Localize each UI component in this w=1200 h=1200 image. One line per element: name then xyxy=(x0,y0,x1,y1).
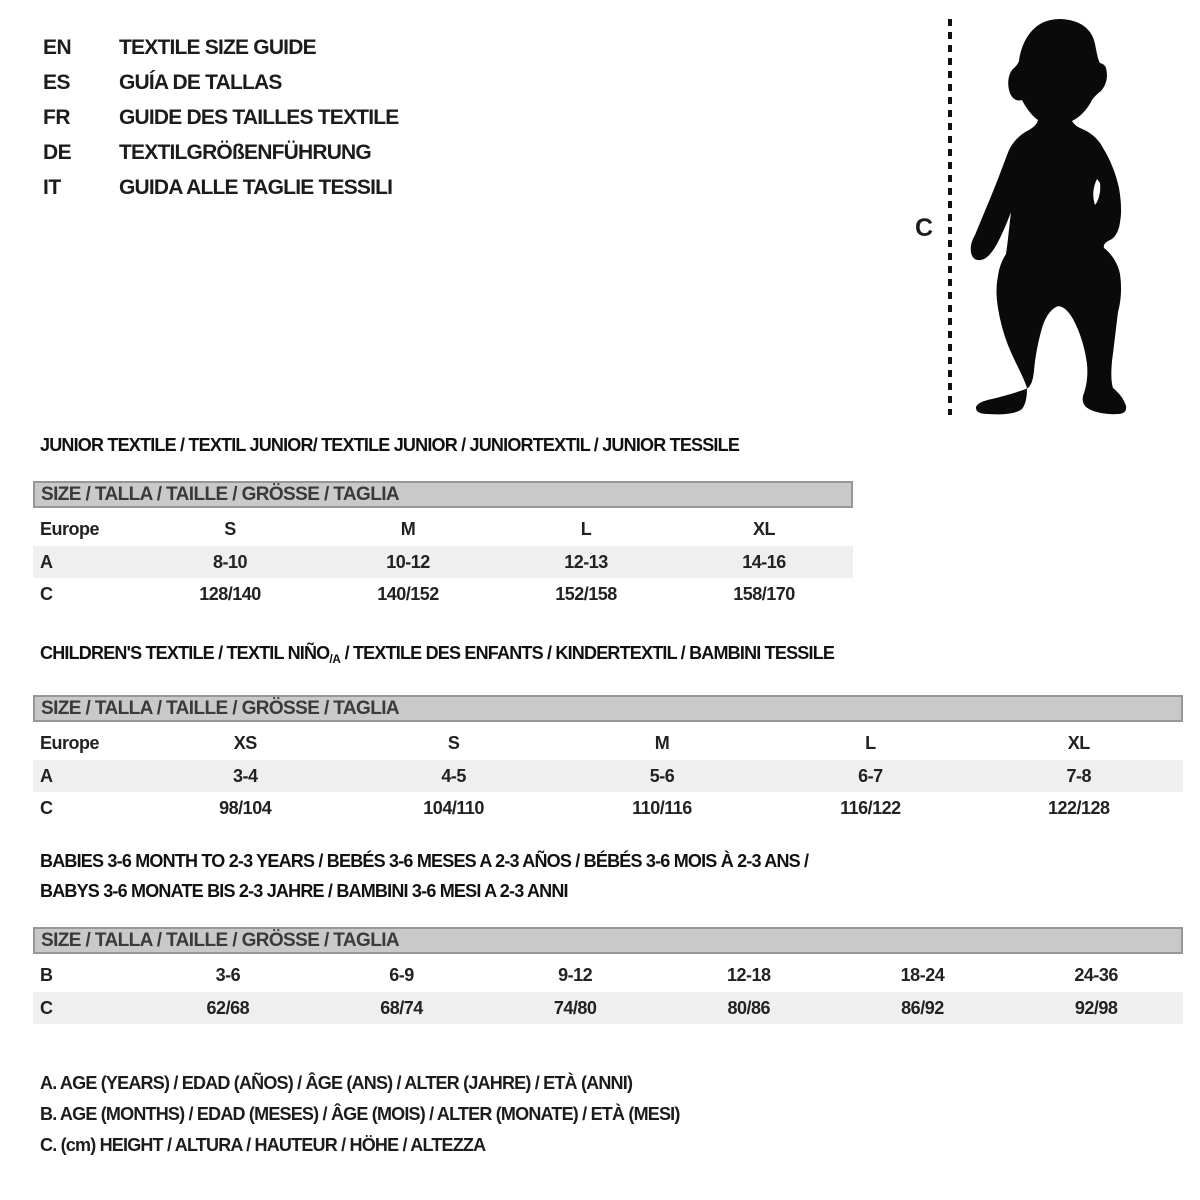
table-cell: 98/104 xyxy=(219,797,272,818)
title-text: CHILDREN'S TEXTILE / TEXTIL NIÑO xyxy=(40,643,330,663)
table-cell: 122/128 xyxy=(1047,797,1110,818)
legend-line-a: A. AGE (YEARS) / EDAD (AÑOS) / ÂGE (ANS) / ALTER (JAHRE) / ETÀ (ANNI) xyxy=(40,1073,633,1093)
height-measure-label: C xyxy=(915,214,934,242)
table-cell: 10-12 xyxy=(386,551,430,572)
section-babies-textile xyxy=(33,846,1183,1024)
row-label: A xyxy=(40,551,53,572)
row-label: A xyxy=(40,765,53,786)
table-row xyxy=(33,760,1183,792)
legend-line-b: B. AGE (MONTHS) / EDAD (MESES) / ÂGE (MOIS) / ALTER (MONATE) / ETÀ (MESI) xyxy=(40,1104,680,1124)
size-header-band: SIZE / TALLA / TAILLE / GRÖSSE / TAGLIA xyxy=(33,695,1183,722)
table-cell: S xyxy=(447,732,460,753)
table-cell: 62/68 xyxy=(206,997,250,1018)
table-cell: 12-13 xyxy=(564,551,608,572)
section-title: JUNIOR TEXTILE / TEXTIL JUNIOR/ TEXTILE JUNIOR / JUNIORTEXTIL / JUNIOR TESSILE xyxy=(40,435,740,455)
row-label: C xyxy=(40,583,53,604)
table-row xyxy=(33,792,1183,824)
legend-line-c: C. (cm) HEIGHT / ALTURA / HAUTEUR / HÖHE / ALTEZZA xyxy=(40,1135,486,1155)
language-code: FR xyxy=(43,105,70,129)
language-title: GUIDA ALLE TAGLIE TESSILI xyxy=(119,175,393,199)
size-header-band: SIZE / TALLA / TAILLE / GRÖSSE / TAGLIA xyxy=(33,927,1183,954)
row-label: C xyxy=(40,997,53,1018)
junior-size-table xyxy=(33,512,853,610)
language-code: ES xyxy=(43,70,71,94)
language-list xyxy=(43,30,398,205)
table-cell: 92/98 xyxy=(1074,997,1118,1018)
table-cell: M xyxy=(400,518,416,539)
language-row-es xyxy=(43,65,398,100)
table-row xyxy=(33,512,853,546)
table-cell: 116/122 xyxy=(840,797,901,818)
table-cell: 3-6 xyxy=(215,964,241,985)
table-cell: 18-24 xyxy=(900,964,945,985)
language-title: GUÍA DE TALLAS xyxy=(119,70,282,94)
row-label: Europe xyxy=(40,732,100,753)
table-cell: 152/158 xyxy=(555,583,617,604)
size-header-band: SIZE / TALLA / TAILLE / GRÖSSE / TAGLIA xyxy=(33,481,853,508)
children-size-table xyxy=(33,726,1183,824)
table-cell: M xyxy=(654,732,670,753)
table-cell: 74/80 xyxy=(553,997,597,1018)
language-row-fr xyxy=(43,100,398,135)
toddler-silhouette-image xyxy=(963,16,1140,416)
table-row xyxy=(33,992,1183,1024)
table-cell: 140/152 xyxy=(377,583,439,604)
table-cell: XL xyxy=(752,518,775,539)
language-code: IT xyxy=(43,175,61,199)
babies-size-table xyxy=(33,958,1183,1024)
section-title xyxy=(33,846,1183,906)
table-cell: 14-16 xyxy=(742,551,786,572)
table-cell: 4-5 xyxy=(441,765,466,786)
table-cell: 6-9 xyxy=(389,964,414,985)
table-cell: 110/116 xyxy=(632,797,692,818)
table-cell: 3-4 xyxy=(232,765,258,786)
table-cell: L xyxy=(580,518,592,539)
table-cell: 9-12 xyxy=(558,964,593,985)
table-cell: 158/170 xyxy=(733,583,795,604)
language-row-it xyxy=(43,170,398,205)
table-cell: 5-6 xyxy=(649,765,675,786)
table-cell: 24-36 xyxy=(1074,964,1118,985)
table-cell: 6-7 xyxy=(858,765,883,786)
table-cell: L xyxy=(865,732,876,753)
table-cell: 68/74 xyxy=(380,997,423,1018)
table-cell: 104/110 xyxy=(423,797,484,818)
table-row xyxy=(33,726,1183,760)
table-row xyxy=(33,958,1183,992)
table-cell: XS xyxy=(233,732,257,753)
row-label: C xyxy=(40,797,53,818)
table-row xyxy=(33,578,853,610)
language-title: TEXTILGRÖßENFÜHRUNG xyxy=(119,140,371,164)
title-line-2: BABYS 3-6 MONATE BIS 2-3 JAHRE / BAMBINI 3-6 MESI A 2-3 ANNI xyxy=(40,881,568,901)
language-title: TEXTILE SIZE GUIDE xyxy=(119,35,316,59)
measurement-legend xyxy=(40,1068,680,1161)
language-row-en xyxy=(43,30,398,65)
table-cell: 86/92 xyxy=(901,997,944,1018)
row-label: B xyxy=(40,964,53,985)
section-title xyxy=(33,642,1183,670)
table-row xyxy=(33,546,853,578)
language-code: DE xyxy=(43,140,72,164)
table-cell: XL xyxy=(1067,732,1090,753)
table-cell: S xyxy=(224,518,236,539)
table-cell: 7-8 xyxy=(1066,765,1092,786)
table-cell: 80/86 xyxy=(727,997,771,1018)
language-title: GUIDE DES TAILLES TEXTILE xyxy=(119,105,399,129)
language-code: EN xyxy=(43,35,72,59)
section-junior-textile xyxy=(33,434,853,610)
language-row-de xyxy=(43,135,398,170)
table-cell: 128/140 xyxy=(199,583,261,604)
table-cell: 12-18 xyxy=(727,964,771,985)
row-label: Europe xyxy=(40,518,100,539)
title-subscript: /A xyxy=(329,652,341,666)
section-childrens-textile xyxy=(33,642,1183,824)
title-text: / TEXTILE DES ENFANTS / KINDERTEXTIL / BAMBINI TESSILE xyxy=(340,643,835,663)
title-line-1: BABIES 3-6 MONTH TO 2-3 YEARS / BEBÉS 3-6 MESES A 2-3 AÑOS / BÉBÉS 3-6 MOIS À 2-3 ANS / xyxy=(40,851,809,871)
table-cell: 8-10 xyxy=(212,551,248,572)
height-measure-dashed-line xyxy=(948,19,952,415)
